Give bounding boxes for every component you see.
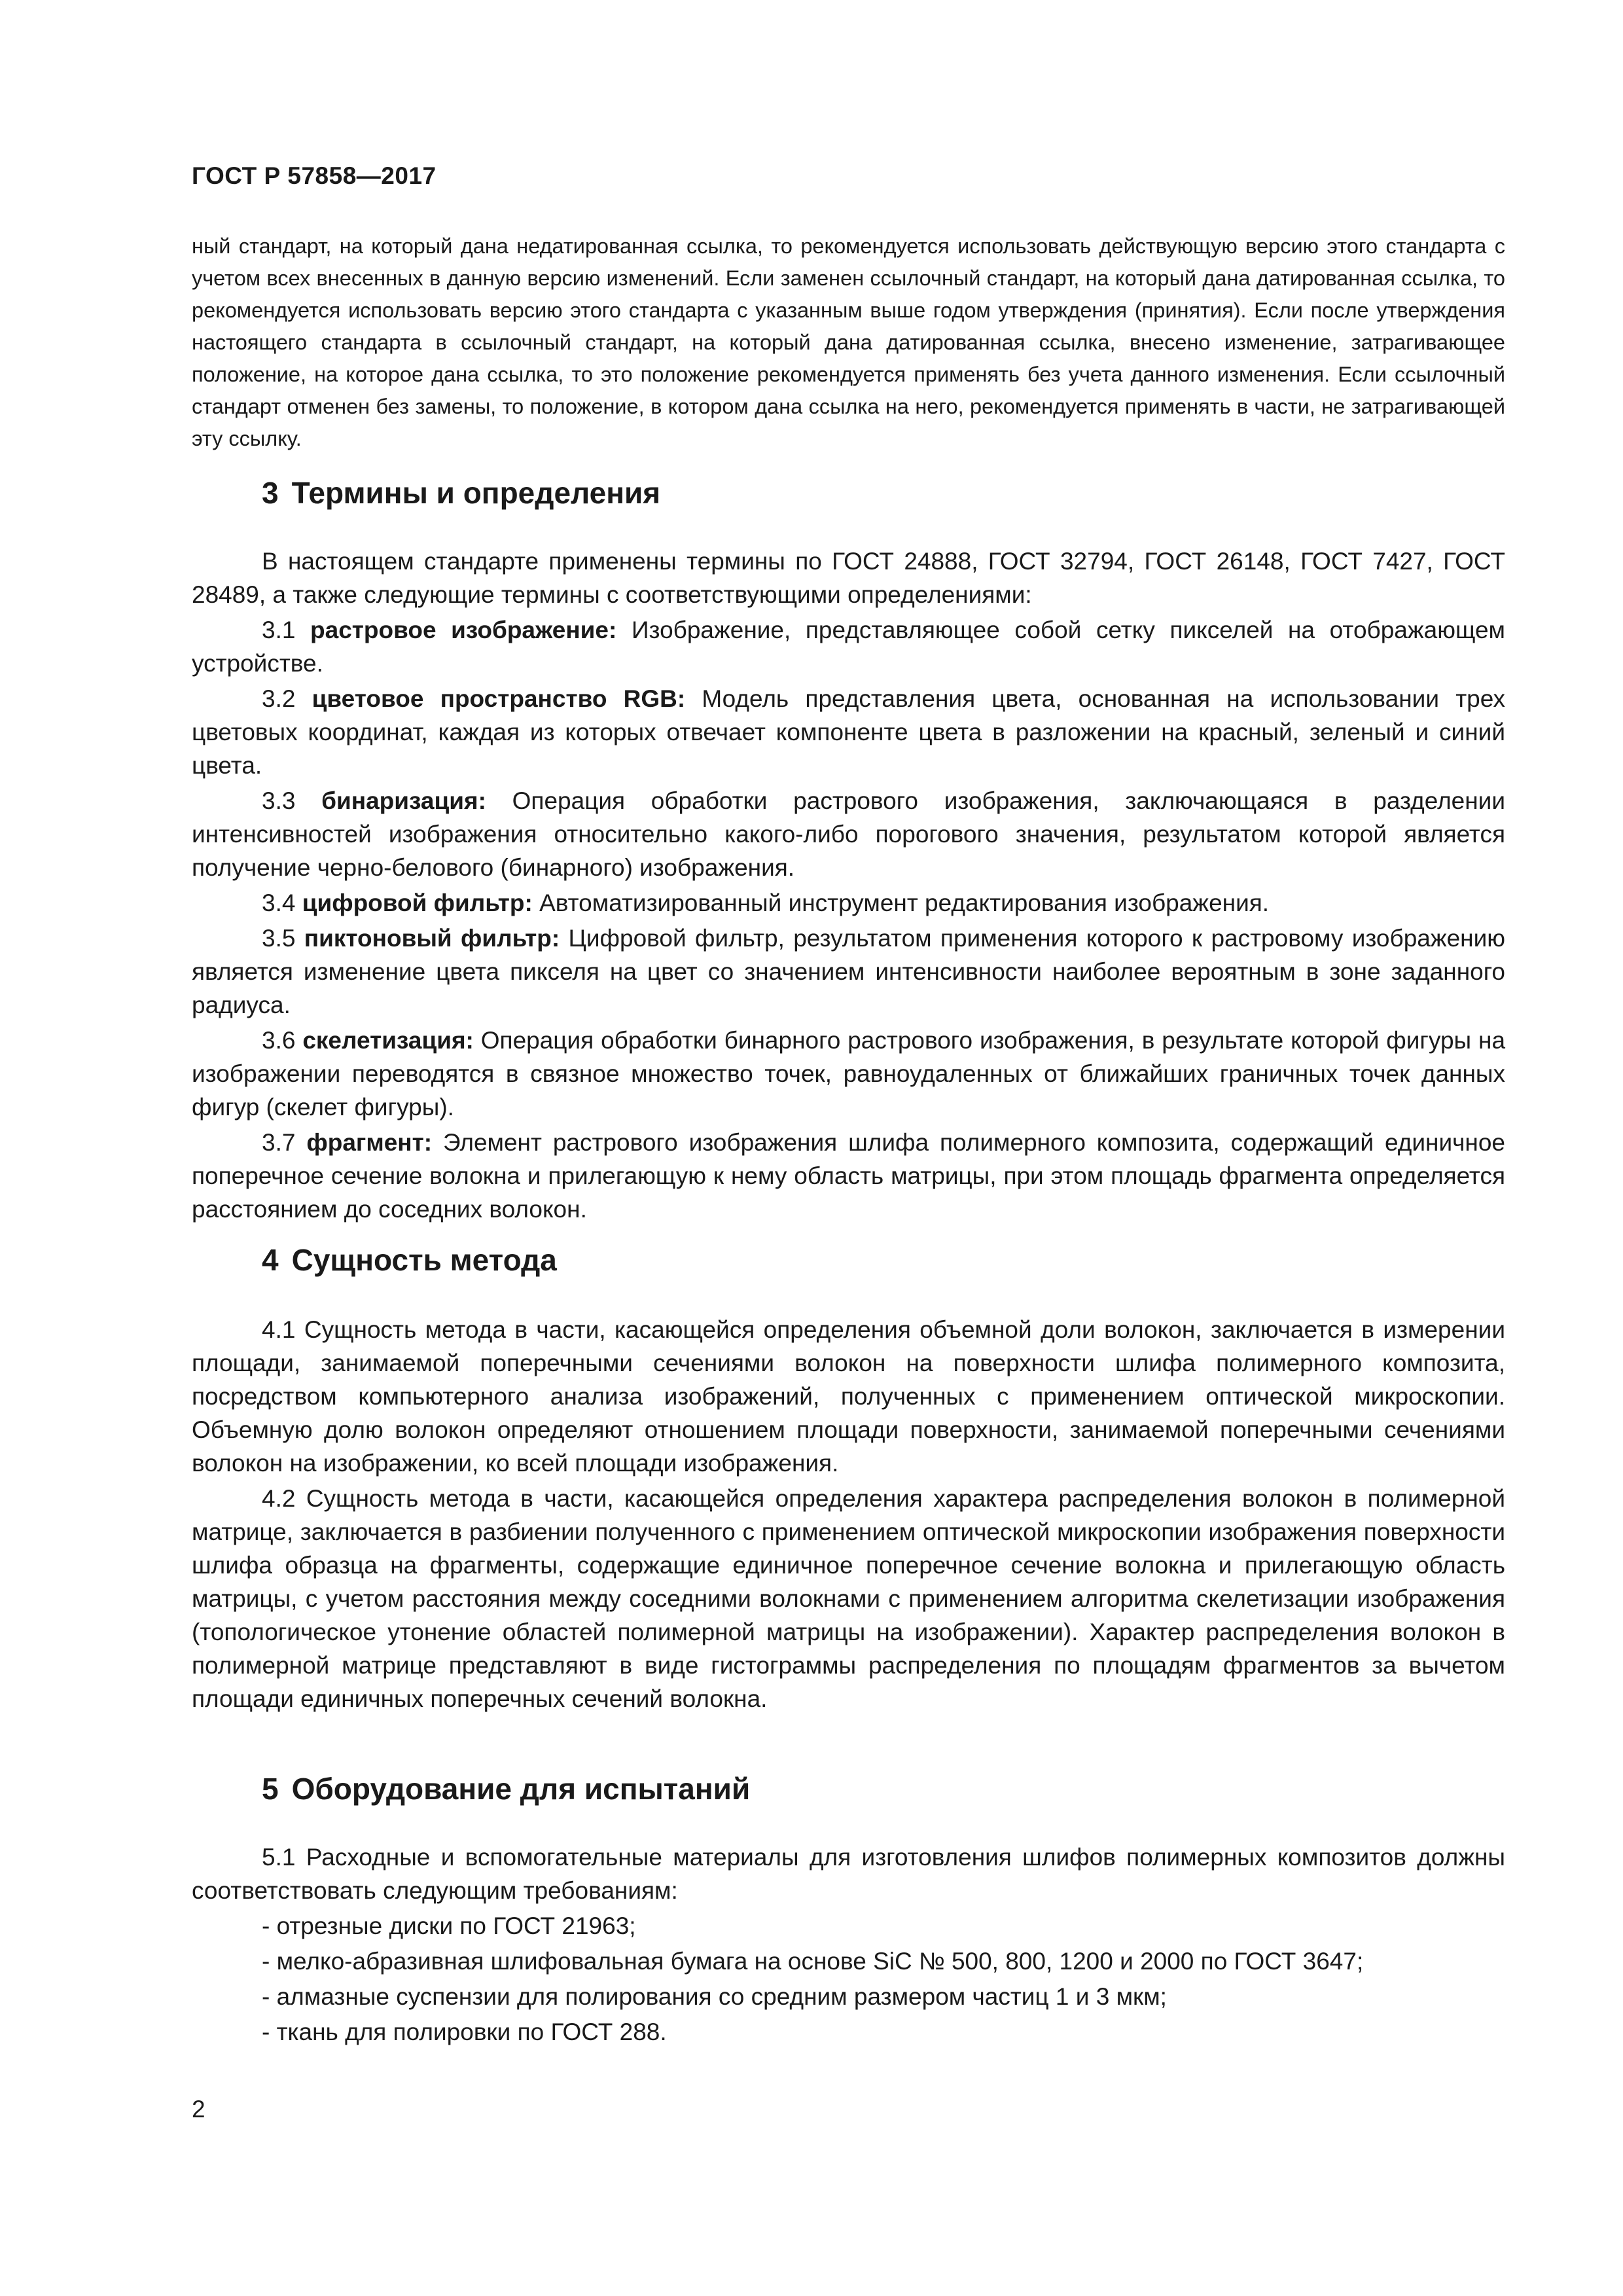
term-number: 3.3 — [262, 787, 296, 814]
term-definition: Модель представления цвета, основанная на использовании трех цветовых координат, каждая из которых отвечает компоненте цвета в разложении на красный, зеленый и синий цвета. — [192, 685, 1506, 779]
section-5-lead: 5.1 Расходные и вспомогательные материалы для изготовления шлифов полимерных композитов должны соответствовать следующим требованиям: — [192, 1844, 1505, 1904]
materials-list — [192, 1909, 1505, 2049]
term-definition: Операция обработки растрового изображения, заключающаяся в разделении интенсивностей изображения относительно какого-либо порогового значения, результатом которой является получение черно-белового (бинарного) изображения. — [192, 787, 1506, 881]
term-definition: Изображение, представляющее собой сетку пикселей на отображающем устройстве. — [192, 617, 1505, 677]
term-number: 3.2 — [262, 685, 296, 712]
section-4-title: Сущность метода — [291, 1243, 557, 1277]
term-3-4 — [192, 886, 1505, 920]
section-3-body — [192, 545, 1505, 1228]
section-5-title: Оборудование для испытаний — [291, 1772, 751, 1806]
term-3-1 — [192, 613, 1505, 680]
term-number: 3.5 — [262, 925, 296, 952]
list-item: - отрезные диски по ГОСТ 21963; — [262, 1912, 636, 1939]
term-number: 3.1 — [262, 617, 296, 643]
document-page — [192, 0, 1505, 2296]
term-3-5 — [192, 922, 1505, 1022]
document-header: ГОСТ Р 57858—2017 — [192, 162, 437, 189]
term-definition: Элемент растрового изображения шлифа полимерного композита, содержащий единичное поперечное сечение волокна и прилегающую к нему область матрицы, при этом площадь фрагмента определяется расстоянием до соседних волокон. — [192, 1129, 1505, 1223]
list-item: - мелко-абразивная шлифовальная бумага на основе SiC № 500, 800, 1200 и 2000 по ГОСТ 3647; — [262, 1948, 1364, 1975]
term-number: 3.6 — [262, 1027, 296, 1054]
page-number: 2 — [192, 2096, 205, 2123]
term-number: 3.4 — [262, 889, 296, 916]
term-name: цифровой фильтр: — [302, 889, 533, 916]
term-name: растровое изображение: — [310, 617, 617, 643]
term-definition: Операция обработки бинарного растрового изображения, в результате которой фигуры на изображении переводятся в связное множество точек, равноудаленных от ближайших граничных точек данных фигур (скелет фигуры). — [192, 1027, 1506, 1121]
term-3-7 — [192, 1126, 1505, 1226]
term-name: бинаризация: — [321, 787, 486, 814]
section-3-lead: В настоящем стандарте применены термины по ГОСТ 24888, ГОСТ 32794, ГОСТ 26148, ГОСТ 7427, ГОСТ 28489, а также следующие термины с соответствующими определениями: — [192, 548, 1505, 608]
section-4-heading — [262, 1242, 557, 1278]
section-4-number: 4 — [262, 1243, 279, 1277]
term-name: цветовое пространство RGB: — [312, 685, 686, 712]
section-5-heading — [262, 1771, 750, 1806]
term-3-3 — [192, 784, 1505, 884]
section-5-body — [192, 1840, 1505, 2051]
term-number: 3.7 — [262, 1129, 296, 1156]
section-4-body — [192, 1313, 1505, 1717]
list-item: - алмазные суспензии для полирования со средним размером частиц 1 и 3 мкм; — [262, 1983, 1167, 2010]
section-5-number: 5 — [262, 1772, 279, 1806]
term-definition: Автоматизированный инструмент редактирования изображения. — [539, 889, 1270, 916]
section-3-title: Термины и определения — [291, 476, 661, 510]
term-name: пиктоновый фильтр: — [304, 925, 560, 952]
section-4-paragraph-1: 4.1 Сущность метода в части, касающейся определения объемной доли волокон, заключается в измерении площади, занимаемой поперечными сечениями волокон на поверхности шлифа полимерного композита, посредством компьютерного анализа изображений, полученных с применением оптической микроскопии. Объемную долю волокон определяют отношением площади поверхности, занимаемой поперечными сечениями волокон на изображении, ко всей площади изображения. — [192, 1316, 1505, 1477]
section-3-number: 3 — [262, 476, 279, 510]
term-definition: Цифровой фильтр, результатом применения которого к растровому изображению является изменение цвета пикселя на цвет со значением интенсивности наиболее вероятным в зоне заданного радиуса. — [192, 925, 1506, 1018]
term-3-6 — [192, 1024, 1505, 1124]
section-3-heading — [262, 475, 660, 511]
term-name: скелетизация: — [302, 1027, 474, 1054]
term-3-2 — [192, 682, 1505, 782]
section-4-paragraph-2: 4.2 Сущность метода в части, касающейся определения характера распределения волокон в полимерной матрице, заключается в разбиении полученного с применением оптической микроскопии изображения поверхности шлифа образца на фрагменты, содержащие единичное поперечное сечение волокна и прилегающую область матрицы, с учетом расстояния между соседними волокнами с применением алгоритма скелетизации изображения (топологическое утонение областей полимерной матрицы на изображении). Характер распределения волокон в полимерной матрице представляют в виде гистограммы распределения по площадям фрагментов за вычетом площади единичных поперечных сечений волокна. — [192, 1485, 1505, 1712]
list-item: - ткань для полировки по ГОСТ 288. — [262, 2018, 667, 2045]
term-name: фрагмент: — [306, 1129, 433, 1156]
intro-paragraph: ный стандарт, на который дана недатированная ссылка, то рекомендуется использовать действующую версию этого стандарта с учетом всех внесенных в данную версию изменений. Если заменен ссылочный стандарт, на который дана датированная ссылка, то рекомендуется использовать версию этого стандарта с указанным выше годом утверждения (принятия). Если после утверждения настоящего стандарта в ссылочный стандарт, на который дана датированная ссылка, внесено изменение, затрагивающее положение, на которое дана ссылка, то это положение рекомендуется применять без учета данного изменения. Если ссылочный стандарт отменен без замены, то положение, в котором дана ссылка на него, рекомендуется применять в части, не затрагивающей эту ссылку. — [192, 234, 1505, 450]
